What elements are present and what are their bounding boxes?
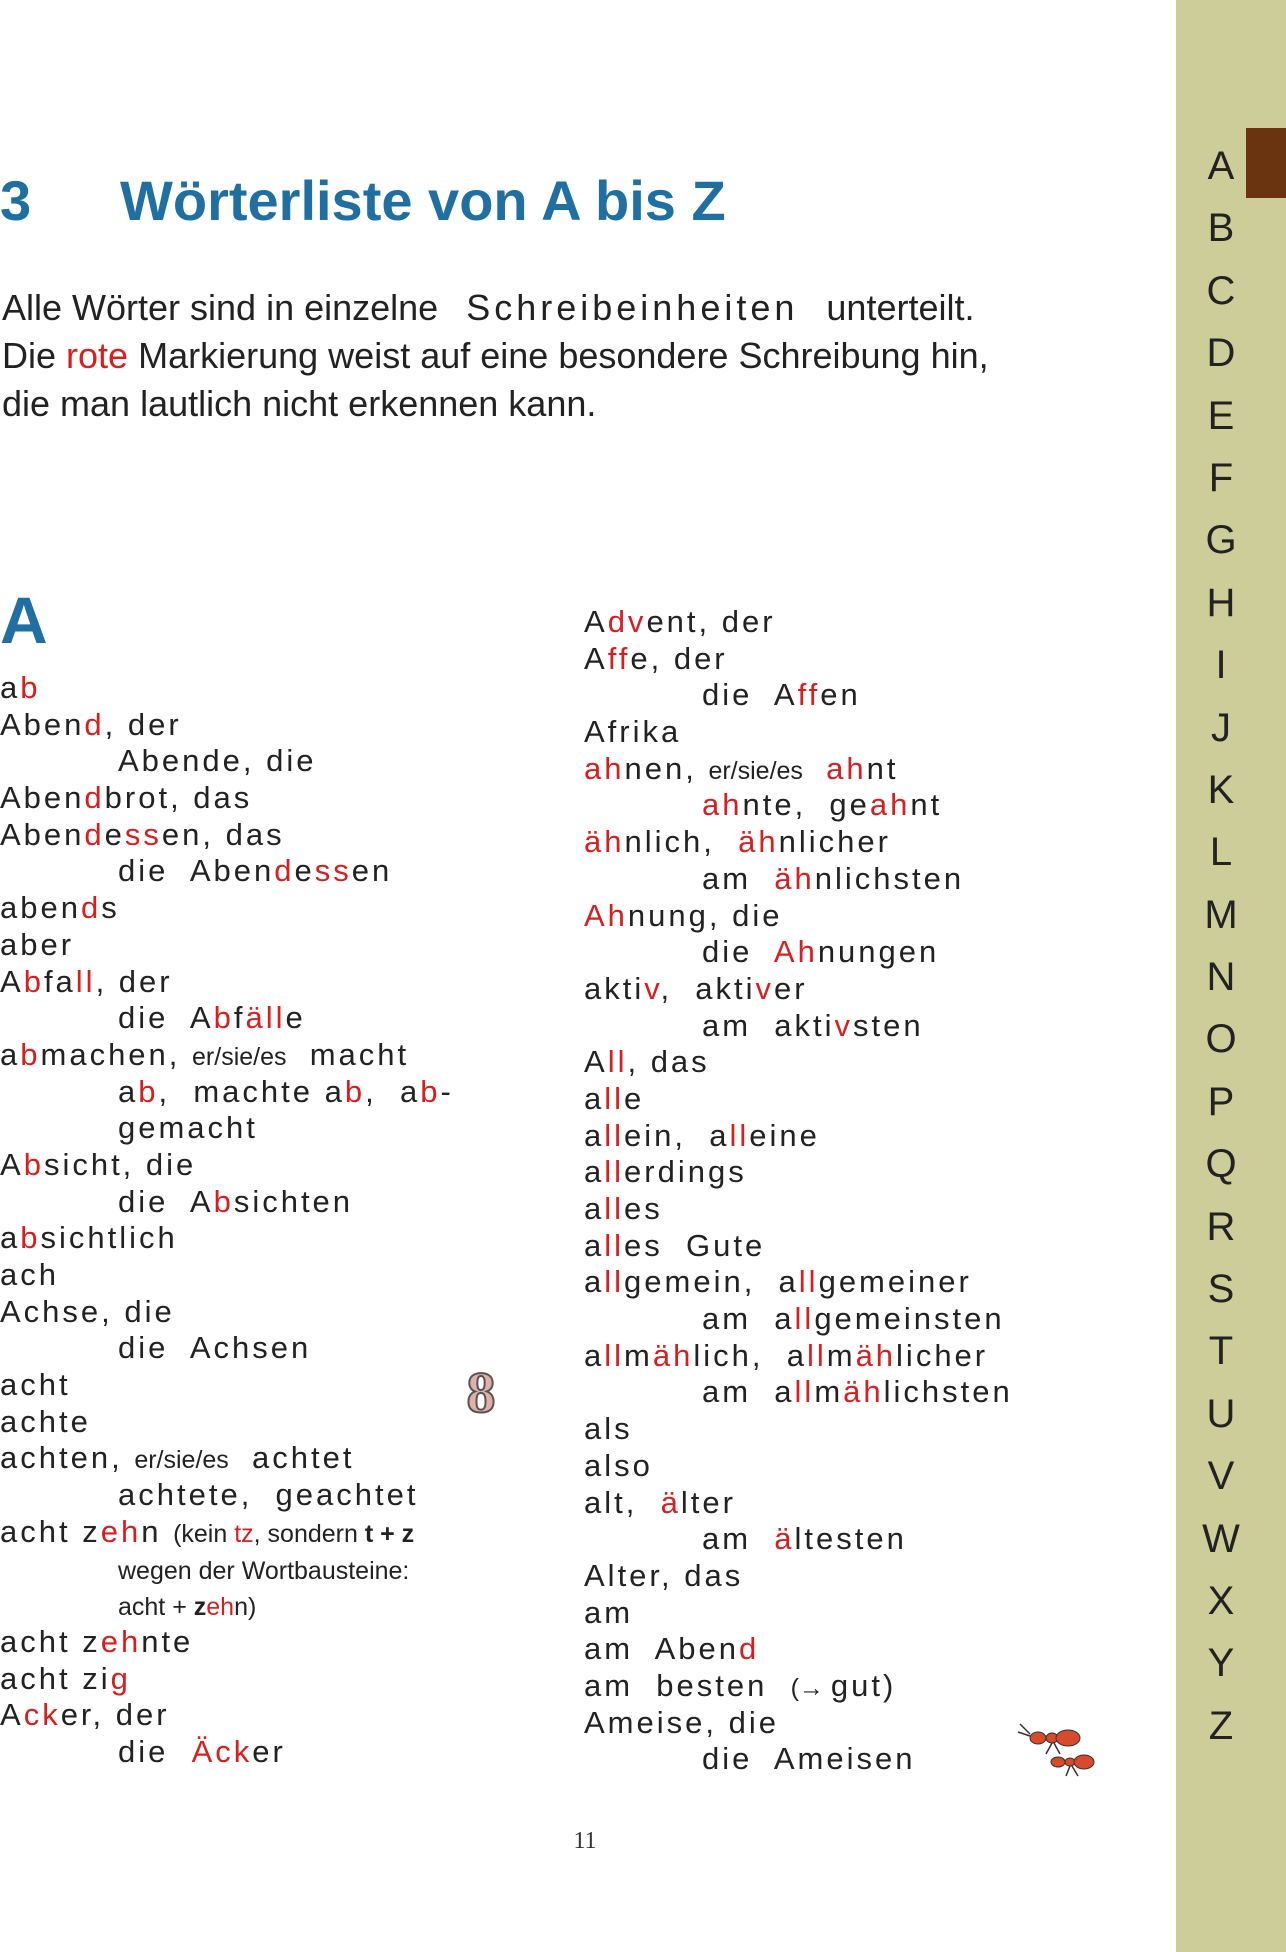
- word-text: a: [584, 1337, 605, 1373]
- word-entry: [584, 1595, 1013, 1632]
- word-text: machen,: [40, 1036, 193, 1072]
- highlight-letters: ll: [604, 1154, 625, 1190]
- highlight-letters: b: [23, 963, 44, 999]
- word-text: A: [584, 604, 608, 639]
- word-text: A: [0, 963, 24, 999]
- highlight-letters: ah: [869, 787, 911, 823]
- word-text: acht: [0, 1367, 71, 1403]
- highlight-letters: ll: [604, 1337, 625, 1373]
- word-entry: [584, 1118, 1013, 1155]
- word-text: er: [252, 1733, 286, 1769]
- word-text: acht z: [0, 1513, 101, 1549]
- word-text: es Gute: [624, 1227, 766, 1263]
- word-entry: [584, 898, 1013, 935]
- word-form-line: [0, 1477, 454, 1514]
- word-text: eine: [749, 1117, 820, 1153]
- highlight-letters: ll: [604, 1227, 625, 1263]
- word-text: en: [820, 677, 861, 713]
- alphabet-letter-a[interactable]: A: [1207, 144, 1235, 188]
- word-text: ein, a: [624, 1117, 730, 1153]
- highlight-letters: tz: [234, 1519, 254, 1548]
- word-text: Aben: [0, 706, 85, 742]
- word-text: die A: [702, 677, 798, 713]
- word-text: Ameise, die: [584, 1704, 779, 1740]
- word-text: A: [584, 640, 608, 676]
- word-entry: [0, 1037, 454, 1074]
- alphabet-letter-u[interactable]: U: [1206, 1391, 1236, 1436]
- word-text: [803, 751, 826, 786]
- word-text: am a: [702, 1374, 795, 1410]
- highlight-letters: ll: [794, 1374, 815, 1410]
- word-entry: [0, 670, 454, 707]
- intro-line-1: [2, 284, 1142, 332]
- highlight-letters: Ah: [584, 897, 628, 933]
- highlight-letters: ss: [124, 816, 162, 852]
- word-text: A: [584, 1044, 608, 1080]
- alphabet-letter-d[interactable]: D: [1206, 331, 1236, 376]
- word-entry: [584, 1338, 1013, 1375]
- highlight-letters: ll: [806, 1337, 827, 1373]
- word-text: am: [584, 1594, 634, 1630]
- word-text: sichten: [233, 1183, 354, 1219]
- word-entry: [0, 1257, 454, 1294]
- word-text: lichsten: [883, 1374, 1013, 1410]
- word-text: e: [294, 853, 315, 889]
- word-entry: [584, 751, 1013, 788]
- highlight-letters: b: [138, 1073, 159, 1109]
- highlight-letters: Ä: [191, 1733, 216, 1769]
- word-text: , a: [365, 1073, 421, 1109]
- word-entry: [584, 1154, 1013, 1191]
- word-text: a: [584, 1080, 605, 1116]
- word-text: e: [285, 1000, 306, 1036]
- word-text: achte: [0, 1403, 91, 1439]
- highlight-letters: v: [755, 970, 775, 1006]
- highlight-letters: b: [344, 1073, 366, 1109]
- word-text: achten,: [0, 1440, 135, 1476]
- word-text: gemacht: [118, 1110, 258, 1146]
- word-text: a: [584, 1117, 605, 1153]
- word-text: a: [0, 1220, 21, 1256]
- word-text: en: [351, 853, 393, 889]
- alphabet-letter-w[interactable]: W: [1202, 1516, 1240, 1561]
- word-entry: [584, 1448, 1013, 1485]
- word-text: s: [101, 890, 120, 926]
- word-entry: [584, 1558, 1013, 1595]
- word-text: , akti: [660, 970, 756, 1006]
- highlight-letters: ll: [798, 1264, 819, 1300]
- word-text: m: [814, 1374, 844, 1410]
- alphabet-letter-q[interactable]: Q: [1205, 1142, 1237, 1187]
- word-text: die Achsen: [118, 1330, 312, 1366]
- word-text: gut): [830, 1667, 897, 1703]
- word-entry: [584, 1668, 1013, 1705]
- word-text: nt: [866, 750, 899, 786]
- chapter-number: 3: [0, 169, 32, 232]
- alphabet-letter-g[interactable]: G: [1205, 518, 1237, 563]
- highlight-letters: v: [834, 1007, 854, 1043]
- section-letter: A: [0, 583, 48, 657]
- word-text: nungen: [817, 934, 940, 970]
- alphabet-letter-n[interactable]: N: [1206, 955, 1236, 1000]
- word-form-line: [0, 1330, 454, 1367]
- word-text: gemeiner: [818, 1264, 972, 1300]
- word-entry: [0, 1514, 454, 1551]
- alphabet-letter-x[interactable]: X: [1207, 1578, 1235, 1623]
- word-text: A: [0, 1146, 24, 1182]
- highlight-letters: dv: [607, 604, 647, 639]
- word-text: Afrika: [584, 714, 682, 750]
- word-entry: [584, 1705, 1013, 1742]
- highlight-letters: b: [213, 1183, 234, 1219]
- word-text: n: [141, 1513, 174, 1549]
- highlight-letters: ff: [607, 640, 631, 676]
- highlight-letters: ll: [604, 1080, 625, 1116]
- alphabet-letter-k[interactable]: K: [1207, 767, 1235, 812]
- word-text: Alter, das: [584, 1557, 744, 1593]
- word-text: achtete, geachtet: [118, 1477, 419, 1513]
- word-entry: [584, 824, 1013, 861]
- word-entry: [584, 1411, 1013, 1448]
- word-entry: [584, 1264, 1013, 1301]
- word-text: nt: [910, 787, 943, 823]
- word-text: sichtlich: [40, 1220, 178, 1256]
- word-form-line: [0, 1000, 454, 1037]
- word-text: gemeinsten: [814, 1301, 1005, 1337]
- word-form-line: [0, 1587, 454, 1624]
- word-entry: [0, 1697, 454, 1734]
- word-text: die Aben: [118, 853, 275, 889]
- word-text: ltesten: [794, 1521, 907, 1557]
- word-text: acht z: [0, 1623, 101, 1659]
- word-text: a: [584, 1154, 605, 1190]
- word-text: m: [624, 1337, 653, 1373]
- intro-red-word: rote: [66, 335, 129, 376]
- alphabet-letter-s[interactable]: S: [1207, 1267, 1235, 1312]
- word-entry: [0, 1404, 454, 1441]
- word-entry: [0, 1367, 454, 1404]
- word-text: t + z: [364, 1519, 415, 1548]
- intro-text: Alle Wörter sind in einzelne: [2, 287, 439, 328]
- word-form-line: [584, 1301, 1013, 1338]
- highlight-letters: eh: [206, 1593, 235, 1622]
- word-column-left: [0, 670, 454, 1771]
- word-entry: [0, 1661, 454, 1698]
- highlight-letters: ss: [314, 853, 352, 889]
- svg-text:8: 8: [466, 1362, 496, 1420]
- word-text: die A: [118, 1183, 214, 1219]
- highlight-letters: b: [20, 1036, 41, 1072]
- word-text: also: [584, 1447, 653, 1483]
- alphabet-letter-v[interactable]: V: [1207, 1454, 1235, 1499]
- word-text: am Aben: [584, 1631, 739, 1667]
- highlight-letters: ll: [729, 1117, 750, 1153]
- intro-line-2: [2, 332, 1142, 380]
- alphabet-letter-y[interactable]: Y: [1207, 1641, 1235, 1686]
- word-entry: [0, 1220, 454, 1257]
- word-column-right: [584, 604, 1013, 1778]
- word-entry: [0, 707, 454, 744]
- intro-text: unterteilt.: [826, 287, 975, 328]
- word-text: erdings: [624, 1154, 747, 1190]
- highlight-letters: ä: [245, 1000, 266, 1036]
- highlight-letters: v: [644, 970, 661, 1006]
- chapter-title: Wörterliste von A bis Z: [120, 169, 726, 232]
- word-text: er, der: [60, 1697, 170, 1733]
- chapter-heading: [0, 168, 726, 233]
- word-form-line: [584, 934, 1013, 971]
- word-form-line: [584, 861, 1013, 898]
- word-text: acht: [118, 1593, 166, 1622]
- highlight-letters: ff: [797, 677, 821, 713]
- word-text: a: [0, 670, 21, 705]
- word-text: +: [165, 1593, 194, 1622]
- word-text: , der: [95, 963, 173, 999]
- highlight-letters: d: [84, 706, 105, 742]
- word-entry: [584, 641, 1013, 678]
- word-text: nlichsten: [814, 860, 965, 896]
- word-text: nen,: [624, 750, 709, 786]
- word-text: er/sie/es: [192, 1042, 287, 1071]
- word-text: nung, die: [627, 897, 783, 933]
- word-text: a: [584, 1191, 605, 1226]
- word-text: die Ameisen: [702, 1741, 916, 1777]
- page-number: 11: [573, 1828, 597, 1854]
- highlight-letters: äh: [738, 824, 779, 860]
- word-text: n): [234, 1593, 257, 1622]
- word-entry: [0, 1147, 454, 1184]
- highlight-letters: ck: [215, 1733, 253, 1769]
- intro-text: Markierung weist auf eine besondere Schreibung hin,: [138, 335, 989, 376]
- highlight-letters: ll: [265, 1000, 286, 1036]
- highlight-letters: ä: [660, 1484, 681, 1520]
- word-entry: [584, 1485, 1013, 1522]
- word-text: aber: [0, 926, 75, 962]
- word-form-line: [0, 743, 454, 780]
- word-entry: [0, 927, 454, 964]
- word-entry: [0, 817, 454, 854]
- alphabet-letter-l[interactable]: L: [1209, 830, 1233, 875]
- highlight-letters: äh: [652, 1337, 694, 1373]
- word-entry: [584, 1228, 1013, 1265]
- highlight-letters: b: [20, 1220, 41, 1256]
- word-text: er/sie/es: [708, 756, 803, 785]
- word-entry: [0, 1294, 454, 1331]
- alphabet-letter-f[interactable]: F: [1208, 455, 1234, 500]
- word-text: alt,: [584, 1484, 661, 1520]
- word-entry: [0, 1624, 454, 1661]
- intro-paragraph: [2, 284, 1142, 428]
- number-eight-illustration: [458, 1362, 504, 1420]
- word-entry: [584, 1044, 1013, 1081]
- word-text: (→: [790, 1673, 831, 1702]
- word-text: brot, das: [104, 780, 253, 816]
- word-text: licher: [896, 1337, 989, 1373]
- highlight-letters: ll: [794, 1301, 815, 1337]
- word-text: sten: [853, 1007, 924, 1043]
- word-text: er/sie/es: [134, 1446, 229, 1475]
- highlight-letters: äh: [843, 1374, 884, 1410]
- word-text: acht zi: [0, 1660, 111, 1696]
- word-text: am: [702, 1521, 775, 1557]
- word-text: (kein: [173, 1519, 235, 1548]
- highlight-letters: ll: [604, 1191, 625, 1226]
- highlight-letters: ah: [702, 787, 743, 823]
- highlight-letters: ll: [604, 1117, 625, 1153]
- word-entry: [0, 964, 454, 1001]
- word-form-line: [0, 1734, 454, 1771]
- highlight-letters: ll: [604, 1264, 625, 1300]
- word-text: , der: [104, 706, 182, 742]
- word-text: als: [584, 1411, 633, 1447]
- highlight-letters: eh: [100, 1513, 142, 1549]
- word-text: wegen der Wortbausteine:: [118, 1556, 410, 1585]
- word-form-line: [0, 1110, 454, 1147]
- word-text: , sondern: [253, 1519, 365, 1548]
- word-text: z: [193, 1593, 207, 1622]
- alphabet-letter-p[interactable]: P: [1207, 1079, 1235, 1124]
- word-text: Achse, die: [0, 1293, 175, 1329]
- word-text: -: [440, 1073, 454, 1109]
- alphabet-letter-r[interactable]: R: [1206, 1204, 1236, 1249]
- word-text: macht: [286, 1036, 410, 1072]
- highlight-letters: ah: [826, 750, 867, 786]
- word-text: gemein, a: [624, 1264, 799, 1300]
- alphabet-letter-z[interactable]: Z: [1208, 1703, 1234, 1748]
- word-text: nlich,: [624, 824, 739, 860]
- word-text: achtet: [228, 1440, 355, 1476]
- alphabet-letter-o[interactable]: O: [1205, 1017, 1237, 1062]
- word-text: er: [774, 970, 808, 1006]
- word-form-line: [0, 853, 454, 890]
- word-text: nlicher: [778, 824, 891, 860]
- highlight-letters: äh: [584, 824, 625, 860]
- word-form-line: [584, 787, 1013, 824]
- word-text: e: [624, 1080, 645, 1116]
- highlight-letters: d: [84, 780, 105, 816]
- word-text: aben: [0, 890, 81, 926]
- alphabet-letter-i[interactable]: I: [1215, 643, 1227, 688]
- highlight-letters: d: [80, 890, 102, 926]
- word-text: am: [702, 860, 775, 896]
- highlight-letters: b: [213, 1000, 234, 1036]
- highlight-letters: d: [738, 1631, 760, 1667]
- alphabet-letter-m[interactable]: M: [1204, 892, 1238, 937]
- highlight-letters: ah: [584, 750, 625, 786]
- word-text: lich, a: [693, 1337, 807, 1373]
- intro-line-3: die man lautlich nicht erkennen kann.: [2, 383, 597, 424]
- highlight-letters: g: [110, 1660, 131, 1696]
- highlight-letters: b: [420, 1073, 441, 1109]
- alphabet-letter-t[interactable]: T: [1208, 1329, 1234, 1374]
- word-text: a: [0, 1036, 21, 1072]
- word-form-line: [0, 1551, 454, 1588]
- word-text: die A: [118, 1000, 214, 1036]
- word-entry: [584, 714, 1013, 751]
- intro-emphasis: Schreibeinheiten: [466, 287, 799, 328]
- word-text: e: [104, 816, 125, 852]
- word-form-line: [584, 677, 1013, 714]
- word-text: nte, ge: [742, 787, 870, 823]
- word-entry: [0, 1440, 454, 1477]
- word-text: a: [584, 1227, 605, 1263]
- word-form-line: [0, 1184, 454, 1221]
- word-form-line: [584, 1374, 1013, 1411]
- word-text: am besten: [584, 1667, 791, 1703]
- highlight-letters: ck: [23, 1697, 61, 1733]
- word-text: en, das: [161, 816, 285, 852]
- highlight-letters: Ah: [773, 934, 818, 970]
- alphabet-letter-b[interactable]: B: [1207, 206, 1235, 251]
- word-text: , machte a: [158, 1073, 345, 1109]
- intro-text: Die: [2, 335, 57, 376]
- word-text: ent, der: [646, 604, 776, 639]
- word-text: es: [624, 1191, 663, 1226]
- word-text: fa: [43, 963, 76, 999]
- word-text: die: [118, 1733, 192, 1769]
- word-entry: [584, 1191, 1013, 1228]
- word-form-line: [584, 1008, 1013, 1045]
- word-text: Aben: [0, 816, 85, 852]
- alphabet-letter-h[interactable]: H: [1206, 580, 1236, 625]
- word-entry: [0, 890, 454, 927]
- word-text: ach: [0, 1257, 59, 1292]
- word-text: Aben: [0, 780, 85, 816]
- word-text: Abende, die: [118, 743, 317, 779]
- word-form-line: [0, 1074, 454, 1111]
- highlight-letters: d: [274, 853, 295, 889]
- alphabet-letter-e[interactable]: E: [1207, 393, 1235, 438]
- word-text: a: [584, 1264, 605, 1300]
- highlight-letters: äh: [774, 860, 815, 896]
- word-text: , das: [627, 1044, 710, 1080]
- word-text: lter: [680, 1484, 736, 1520]
- word-text: sicht, die: [43, 1146, 197, 1182]
- word-text: akti: [584, 970, 645, 1006]
- highlight-letters: äh: [855, 1337, 897, 1373]
- ants-illustration: [1008, 1716, 1108, 1778]
- word-text: A: [0, 1697, 24, 1733]
- word-entry: [584, 604, 1013, 641]
- word-text: nte: [141, 1623, 194, 1659]
- word-form-line: [584, 1521, 1013, 1558]
- alphabet-letter-j[interactable]: J: [1211, 705, 1231, 750]
- highlight-letters: ll: [75, 963, 96, 999]
- word-entry: [584, 971, 1013, 1008]
- highlight-letters: d: [84, 816, 105, 852]
- word-entry: [0, 780, 454, 817]
- alphabet-index: [1176, 140, 1266, 1762]
- word-text: e, der: [630, 640, 728, 676]
- word-form-line: [584, 1741, 1013, 1778]
- word-text: m: [826, 1337, 856, 1373]
- word-text: am akti: [702, 1007, 835, 1043]
- word-text: a: [118, 1073, 139, 1109]
- highlight-letters: b: [23, 1146, 44, 1182]
- highlight-letters: ä: [774, 1521, 795, 1557]
- highlight-letters: b: [20, 670, 41, 705]
- word-text: f: [233, 1000, 246, 1036]
- word-entry: [584, 1631, 1013, 1668]
- word-entry: [584, 1081, 1013, 1118]
- word-text: die: [702, 934, 774, 970]
- highlight-letters: ll: [607, 1044, 628, 1080]
- alphabet-letter-c[interactable]: C: [1206, 268, 1236, 313]
- highlight-letters: eh: [100, 1623, 142, 1659]
- word-text: am a: [702, 1301, 795, 1337]
